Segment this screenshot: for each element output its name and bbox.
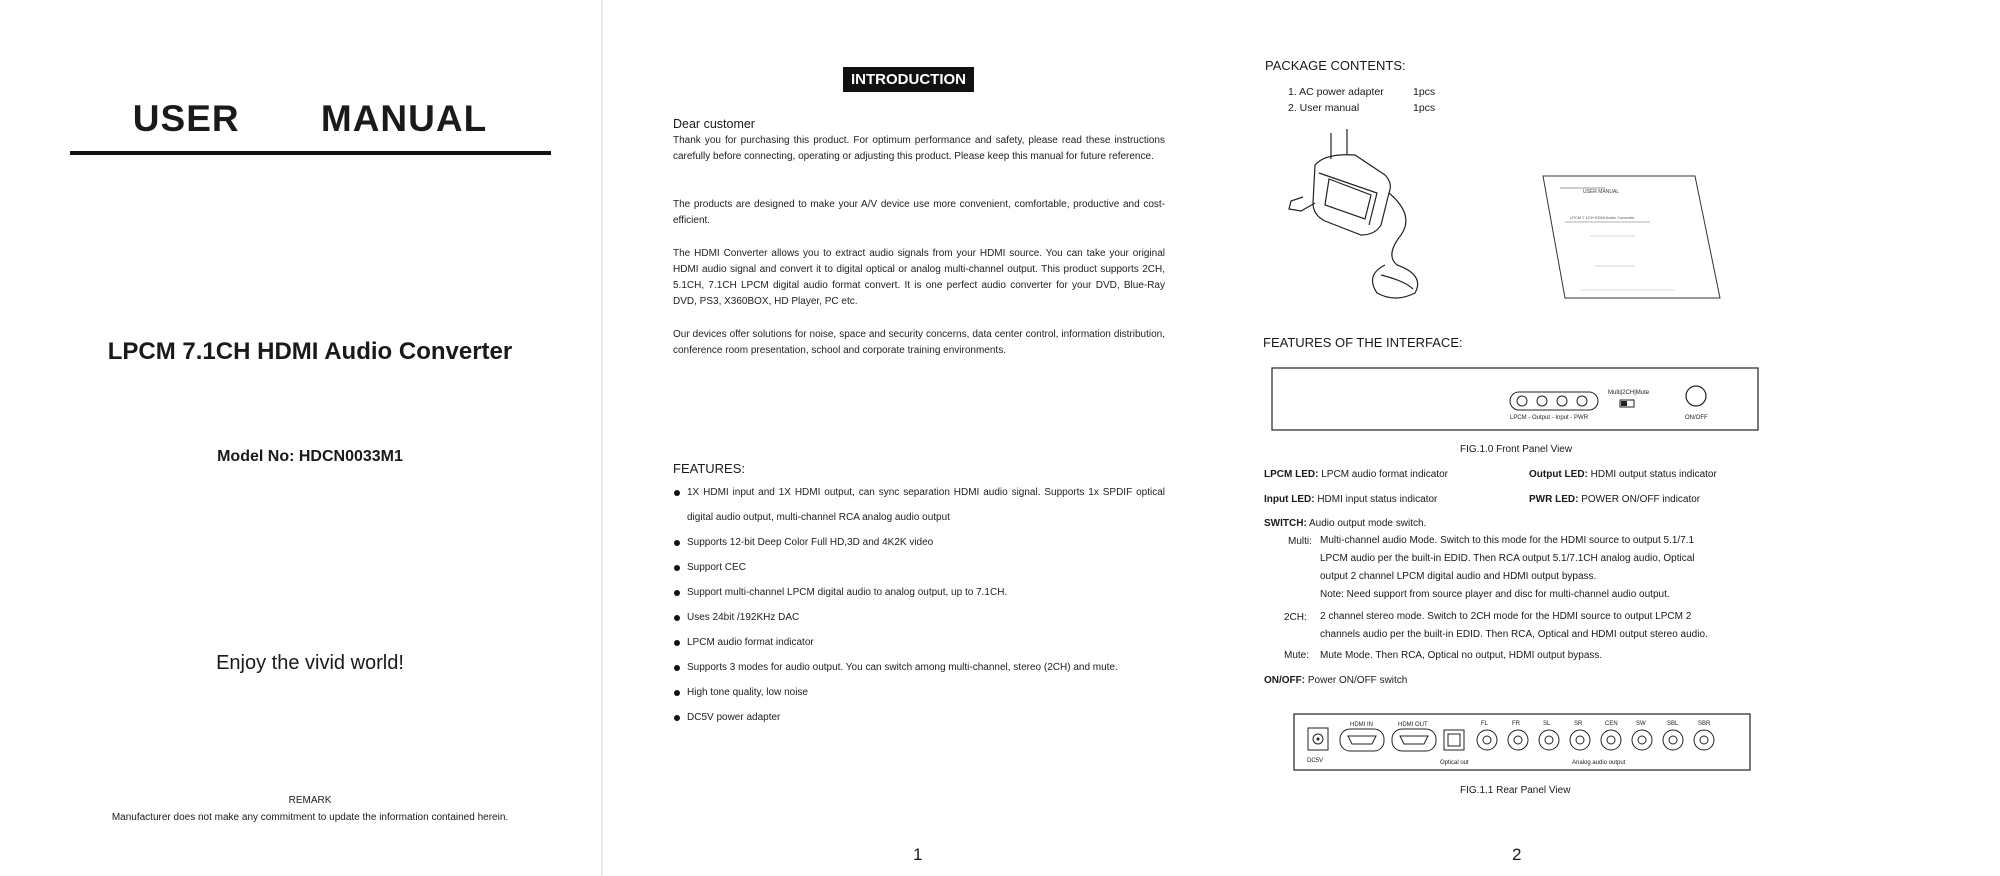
interface-heading: FEATURES OF THE INTERFACE: <box>1263 335 1463 350</box>
features-list <box>673 480 1165 730</box>
mini-manual-title: USER MANUAL <box>1583 189 1620 195</box>
remark-text: Manufacturer does not make any commitment to update the information contained herein. <box>111 812 509 823</box>
rca-channel-label: CEN <box>1605 721 1618 727</box>
lpcm-led-text: LPCM audio format indicator <box>1321 469 1448 480</box>
feature-item: DC5V power adapter <box>673 705 1165 730</box>
rear-panel-figure <box>1292 712 1752 774</box>
cover-title: USER MANUAL <box>132 98 488 139</box>
onoff-switch-text: Power ON/OFF switch <box>1307 675 1408 686</box>
power-adapter-illustration <box>1285 125 1465 305</box>
package-qty: 1pcs <box>1413 102 1436 114</box>
switch-label: SWITCH: <box>1264 518 1307 529</box>
optical-label: Optical out <box>1440 760 1469 766</box>
twoch-label: 2CH: <box>1284 612 1307 623</box>
feature-item: LPCM audio format indicator <box>673 630 1165 655</box>
page-number: 2 <box>1512 845 1522 864</box>
analog-output-label: Analog audio output <box>1572 760 1626 766</box>
multi-line: output 2 channel LPCM digital audio and HDMI output bypass. <box>1320 571 1597 582</box>
rca-channel-label: SBR <box>1698 721 1711 727</box>
feature-item: Support CEC <box>673 555 1165 580</box>
remark-heading: REMARK <box>288 795 332 806</box>
rca-channel-label: SR <box>1574 721 1583 727</box>
rca-channel-label: SBL <box>1667 721 1679 727</box>
feature-item: Supports 3 modes for audio output. You can switch among multi-channel, stereo (2CH) and mute. <box>673 655 1165 680</box>
pwr-led-label: PWR LED: <box>1529 494 1579 505</box>
user-manual-illustration <box>1535 170 1725 305</box>
intro-paragraph: Our devices offer solutions for noise, space and security concerns, data center control, information distribution, conference room presentation, school and corporate training environments. <box>673 329 1165 356</box>
page-number: 1 <box>913 845 923 864</box>
rear-panel-caption: FIG.1.1 Rear Panel View <box>1460 785 1571 796</box>
rca-channel-label: FL <box>1481 721 1489 727</box>
feature-item: 1X HDMI input and 1X HDMI output, can sync separation HDMI audio signal. Supports 1x SPDIF optical digital audio output, multi-channel RCA analog audio output <box>673 480 1165 530</box>
feature-item: Support multi-channel LPCM digital audio to analog output, up to 7.1CH. <box>673 580 1165 605</box>
package-item: 2. User manual <box>1288 102 1360 114</box>
cover-model-number: Model No: HDCN0033M1 <box>217 448 403 465</box>
hdmi-out-label: HDMI OUT <box>1398 722 1428 728</box>
pwr-led-text: POWER ON/OFF indicator <box>1581 494 1701 505</box>
feature-item: Uses 24bit /192KHz DAC <box>673 605 1165 630</box>
multi-line: LPCM audio per the built-in EDID. Then RCA output 5.1/7.1CH analog audio, Optical <box>1320 553 1695 564</box>
intro-paragraph: The HDMI Converter allows you to extract audio signals from your HDMI source. You can take your original HDMI audio signal and convert it to digital optical or analog multi-channel output. This product supports 2CH, 5.1CH, 7.1CH LPCM digital audio format convert. It is one perfect audio converter for your DVD, Blue-Ray DVD, PS3, X360BOX, HD Player, PC etc. <box>673 248 1165 307</box>
cover-title-rule <box>70 151 551 155</box>
hdmi-in-label: HDMI IN <box>1350 722 1373 728</box>
introduction-page <box>603 0 1215 876</box>
led-labels: LPCM - Output - Input - PWR <box>1510 415 1589 421</box>
front-panel-figure <box>1270 366 1760 436</box>
cover-tagline: Enjoy the vivid world! <box>216 652 404 674</box>
intro-paragraph: The products are designed to make your A/V device use more convenient, comfortable, productive and cost-efficient. <box>673 199 1165 226</box>
cover-page <box>0 0 603 876</box>
introduction-heading: INTRODUCTION <box>843 67 974 92</box>
onoff-switch-label: ON/OFF: <box>1264 675 1306 686</box>
input-led-text: HDMI input status indicator <box>1317 494 1438 505</box>
mute-label: Mute: <box>1284 650 1310 661</box>
package-item: 1. AC power adapter <box>1288 86 1384 98</box>
onoff-label: ON/OFF <box>1685 415 1708 421</box>
greeting: Dear customer <box>673 117 755 131</box>
dc-label: DC5V <box>1307 758 1324 764</box>
multi-line: Note: Need support from source player and disc for multi-channel audio output. <box>1320 589 1670 600</box>
multi-label: Multi: <box>1288 536 1312 547</box>
cover-product-name: LPCM 7.1CH HDMI Audio Converter <box>107 338 513 365</box>
twoch-line: 2 channel stereo mode. Switch to 2CH mode for the HDMI source to output LPCM 2 <box>1320 611 1692 622</box>
package-contents-heading: PACKAGE CONTENTS: <box>1265 58 1406 73</box>
mini-manual-product: LPCM 7.1CH HDMI Audio Converter <box>1570 215 1635 220</box>
mute-text: Mute Mode. Then RCA, Optical no output, HDMI output bypass. <box>1320 650 1603 661</box>
input-led-label: Input LED: <box>1264 494 1315 505</box>
rca-channel-label: SL <box>1543 721 1551 727</box>
rca-channel-label: FR <box>1512 721 1520 727</box>
lpcm-led-label: LPCM LED: <box>1264 469 1319 480</box>
mode-switch-label: Multi|2CH|Mute <box>1608 390 1650 396</box>
switch-text: Audio output mode switch. <box>1309 518 1427 529</box>
features-heading: FEATURES: <box>673 461 745 476</box>
output-led-label: Output LED: <box>1529 469 1588 480</box>
intro-paragraph: Thank you for purchasing this product. For optimum performance and safety, please read these instructions carefully before connecting, operating or adjusting this product. Please keep this manual for future reference. <box>673 135 1165 162</box>
feature-item: Supports 12-bit Deep Color Full HD,3D and 4K2K video <box>673 530 1165 555</box>
blank-page <box>1815 0 2000 876</box>
feature-item: High tone quality, low noise <box>673 680 1165 705</box>
multi-line: Multi-channel audio Mode. Switch to this mode for the HDMI source to output 5.1/7.1 <box>1320 535 1695 546</box>
rca-channel-label: SW <box>1636 721 1646 727</box>
output-led-text: HDMI output status indicator <box>1590 469 1717 480</box>
front-panel-caption: FIG.1.0 Front Panel View <box>1460 444 1573 455</box>
package-qty: 1pcs <box>1413 86 1436 98</box>
twoch-line: channels audio per the built-in EDID. Then RCA, Optical and HDMI output stereo audio. <box>1320 629 1708 640</box>
